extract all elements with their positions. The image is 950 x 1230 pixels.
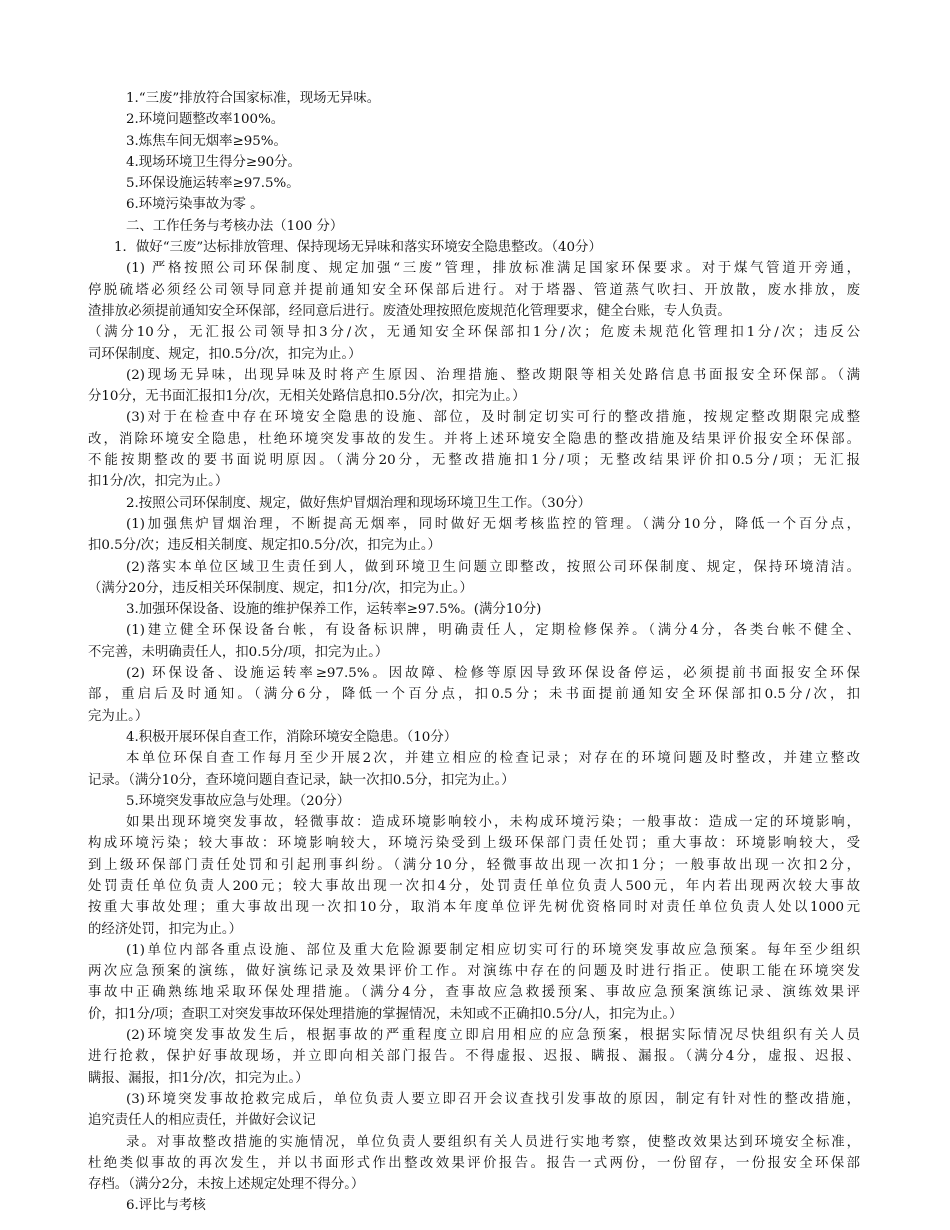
- text-line: 部，重启后及时通知。（满分6分，降低一个百分点，扣0.5分；未书面提前通知安全环保部扣0.5分/次，扣: [88, 687, 860, 703]
- text-line: 渣排放必须提前通知安全环保部，经同意后进行。废渣处理按照危废规范化管理要求，健全台账，专人负责。: [88, 303, 731, 319]
- text-line: (3)对于在检查中存在环境安全隐患的设施、部位，及时制定切实可行的整改措施，按规定整改期限完成整: [126, 410, 860, 426]
- text-line: 二、工作任务与考核办法（100 分）: [126, 218, 344, 234]
- text-line: 分10分，无书面汇报扣1分/次，无相关处路信息扣0.5分/次，扣完为止。）: [88, 389, 526, 405]
- text-line: 1.“三废”排放符合国家标准，现场无异味。: [126, 91, 381, 106]
- text-line: 构成环境污染；较大事故：环境影响较大，环境污染受到上级环保部门责任处罚；重大事故：环境影响较大，受: [88, 836, 860, 852]
- text-line: 完为止。）: [88, 708, 149, 724]
- text-line: (2) 环保设备、设施运转率≥97.5%。因故障、检修等原因导致环保设备停运，必须提前书面报安全环保: [126, 666, 860, 682]
- text-line: 6.环境污染事故为零 。: [126, 197, 264, 213]
- text-line: 2.按照公司环保制度、规定，做好焦炉冒烟治理和现场环境卫生工作。（30分）: [126, 495, 592, 511]
- text-line: （满分20分，违反相关环保制度、规定，扣1分/次，扣完为止。）: [88, 580, 473, 596]
- text-line: 1．做好“三废”达标排放管理、保持现场无异味和落实环境安全隐患整改。（40分）: [114, 240, 602, 256]
- text-line: 6.评比与考核: [126, 1198, 206, 1214]
- text-line: 追究责任人的相应责任，并做好会议记: [88, 1113, 316, 1129]
- text-line: 停脱硫塔必须经公司领导同意并提前通知安全环保部后进行。对于塔器、管道蒸气吹扫、开放散，废水排放，废: [88, 282, 860, 298]
- text-line: 3.加强环保设备、设施的维护保养工作，运转率≥97.5%。(满分10分): [126, 602, 542, 618]
- text-line: (1) 严格按照公司环保制度、规定加强“三废”管理，排放标准满足国家环保要求。对于煤气管道开旁通，: [126, 261, 860, 277]
- text-line: 到上级环保部门责任处罚和引起刑事纠纷。（满分10分，轻微事故出现一次扣1分；一般事故出现一次扣2分，: [88, 857, 860, 873]
- text-line: 2.环境问题整改率100%。: [126, 112, 285, 128]
- text-line: 司环保制度、规定，扣0.5分/次，扣完为止。）: [88, 346, 362, 362]
- text-line: 5.环保设施运转率≥97.5%。: [126, 176, 300, 192]
- text-line: 存档。（满分2分，未按上述规定处理不得分。）: [88, 1177, 365, 1193]
- text-line: 本单位环保自查工作每月至少开展2次，并建立相应的检查记录；对存在的环境问题及时整改，并建立整改: [126, 751, 860, 767]
- text-line: 杜绝类似事故的再次发生，并以书面形式作出整改效果评价报告。报告一式两份，一份留存，一份报安全环保部: [88, 1155, 860, 1171]
- text-line: 如果出现环境突发事故，轻微事故：造成环境影响较小，未构成环境污染；一般事故：造成一定的环境影响，: [126, 815, 860, 831]
- text-line: (2)落实本单位区域卫生责任到人，做到环境卫生问题立即整改，按照公司环保制度、规定，保持环境清洁。: [126, 559, 860, 575]
- text-line: 4.积极开展环保自查工作，消除环境安全隐患。（10分）: [126, 729, 458, 745]
- text-line: (3)环境突发事故抢救完成后，单位负责人要立即召开会议查找引发事故的原因，制定有针对性的整改措施，: [126, 1091, 860, 1107]
- text-line: 改，消除环境安全隐患，杜绝环境突发事故的发生。并将上述环境安全隐患的整改措施及结果评价报安全环保部。: [88, 431, 860, 447]
- text-line: 录。对事故整改措施的实施情况，单位负责人要组织有关人员进行实地考察，使整改效果达到环境安全标准，: [126, 1134, 860, 1150]
- text-line: 处罚责任单位负责人200元；较大事故出现一次扣4分，处罚责任单位负责人500元，年内若出现两次较大事故: [88, 878, 860, 894]
- text-line: 的经济处罚，扣完为止。）: [88, 921, 242, 937]
- text-line: 4.现场环境卫生得分≥90分。: [126, 154, 301, 170]
- text-line: 价，扣1分/项；查职工对突发事故环保处理措施的掌握情况，未知或不正确扣0.5分/人，扣完为止。）: [88, 1006, 683, 1022]
- text-line: 事故中正确熟练地采取环保处理措施。（满分4分，查事故应急救援预案、事故应急预案演练记录、演练效果评: [88, 985, 860, 1001]
- document-body: [88, 88, 860, 1217]
- text-line: 按重大事故处理；重大事故出现一次扣10分，取消本年度单位评先树优资格同时对责任单位负责人处以1000元: [88, 900, 860, 916]
- text-line: 瞒报、漏报，扣1分/次，扣完为止。）: [88, 1070, 309, 1086]
- text-line: 进行抢救，保护好事故现场，并立即向相关部门报告。不得虚报、迟报、瞒报、漏报。（满分4分，虚报、迟报、: [88, 1049, 860, 1065]
- text-line: 不完善，未明确责任人，扣0.5分/项，扣完为止。）: [88, 644, 389, 660]
- text-line: 扣1分/次，扣完为止。）: [88, 474, 229, 490]
- text-line: 两次应急预案的演练，做好演练记录及效果评价工作。对演练中存在的问题及时进行指正。使职工能在环境突发: [88, 964, 860, 980]
- text-line: 不能按期整改的要书面说明原因。（满分20分，无整改措施扣1分/项；无整改结果评价扣0.5分/项；无汇报: [88, 453, 860, 469]
- text-line: 5.环境突发事故应急与处理。（20分）: [126, 793, 350, 809]
- text-line: 扣0.5分/次；违反相关制度、规定扣0.5分/次，扣完为止。）: [88, 538, 441, 554]
- text-line: (2)现场无异味，出现异味及时将产生原因、治理措施、整改期限等相关处路信息书面报安全环保部。（满: [126, 367, 860, 383]
- text-line: (2)环境突发事故发生后，根据事故的严重程度立即启用相应的应急预案，根据实际情况尽快组织有关人员: [126, 1028, 860, 1044]
- text-line: (1)建立健全环保设备台帐，有设备标识牌，明确责任人，定期检修保养。（满分4分，各类台帐不健全、: [126, 623, 860, 639]
- text-line: 记录。（满分10分，查环境问题自查记录，缺一次扣0.5分，扣完为止。）: [88, 772, 515, 788]
- text-line: (1)加强焦炉冒烟治理，不断提高无烟率，同时做好无烟考核监控的管理。（满分10分，降低一个百分点，: [126, 516, 860, 532]
- text-line: (1)单位内部各重点设施、部位及重大危险源要制定相应切实可行的环境突发事故应急预案。每年至少组织: [126, 942, 860, 958]
- text-line: 3.炼焦车间无烟率≥95%。: [126, 133, 287, 149]
- text-line: （满分10分，无汇报公司领导扣3分/次，无通知安全环保部扣1分/次；危废未规范化管理扣1分/次；违反公: [88, 325, 860, 341]
